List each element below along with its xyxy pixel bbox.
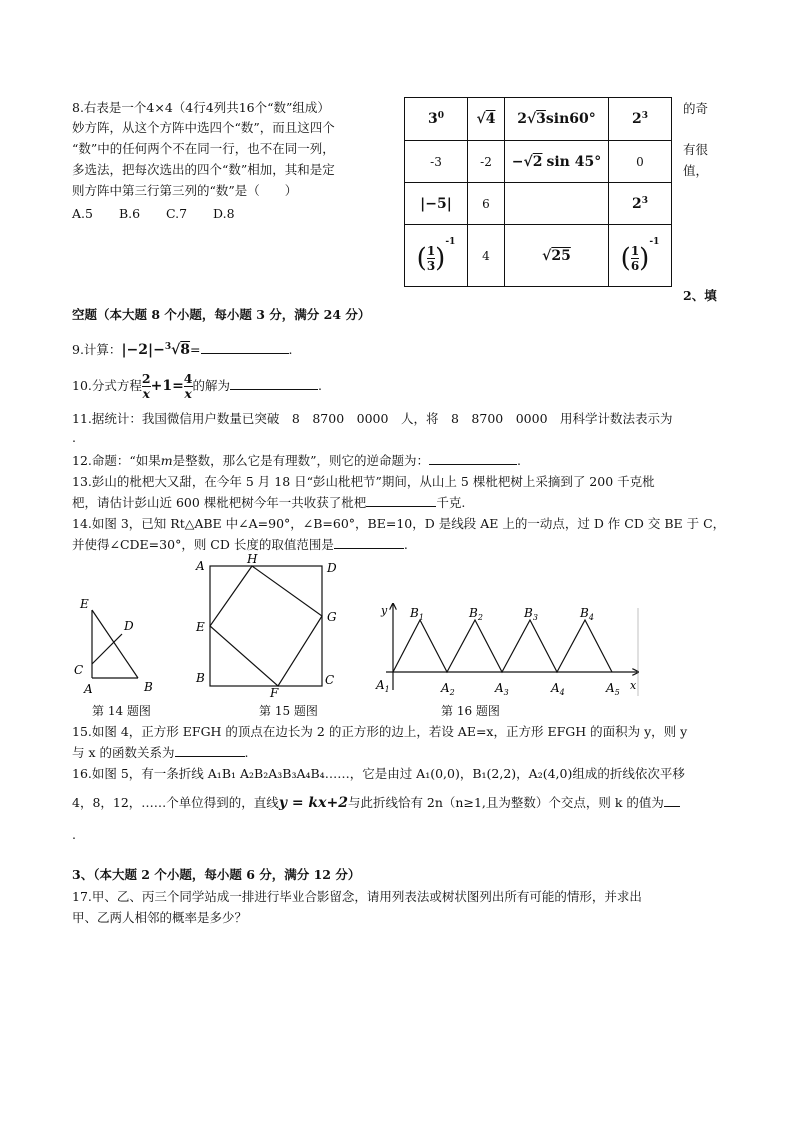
fig15-caption: 第 15 题图 — [259, 704, 318, 718]
cell-r3c2: 6 — [468, 183, 505, 225]
q8-side-2: 有很 — [683, 142, 709, 157]
q9-answer-blank[interactable] — [201, 341, 289, 354]
cell-r3c4: $2^3$ — [609, 183, 672, 225]
fig14-label-b: B — [144, 680, 153, 694]
cell-r2c4: 0 — [609, 141, 672, 183]
fig15-label-e: E — [196, 620, 205, 634]
q14-answer-blank[interactable] — [334, 536, 404, 549]
cell-r1c1: $3^0$ — [405, 98, 468, 141]
fig14-caption: 第 14 题图 — [92, 704, 151, 718]
q13-line2: 杷，请估计彭山近 600 棵枇杷树今年一共收获了枇杷 千克. — [72, 495, 466, 510]
q13-answer-blank[interactable] — [366, 494, 436, 507]
q8-line: 则方阵中第三行第三列的“数”是（ ） — [72, 183, 298, 198]
q8-line: 妙方阵，从这个方阵中选四个“数”，而且这四个 — [72, 120, 335, 135]
fig15-outer-square — [210, 566, 322, 686]
fig16-axis-x: x — [630, 679, 637, 692]
cell-r1c3: 2√3sin60° — [505, 98, 609, 141]
cell-r2c3: −√2 sin 45° — [505, 141, 609, 183]
q16-line2: 4，8，12，……个单位得到的，直线y = kx+2与此折线恰有 2n（n≥1,且为整数）个交点，则 k 的值为 — [72, 794, 680, 812]
fig16-zigzag — [393, 620, 612, 672]
section2-title-a: 2、填 — [683, 288, 717, 303]
cell-r4c1: ( $\frac{1}{3}$ )$^{-1}$ — [405, 225, 468, 287]
q8-options — [72, 205, 235, 223]
q16-answer-blank[interactable] — [664, 794, 680, 807]
cell-r2c2: -2 — [468, 141, 505, 183]
q16-line1: 16.如图 5，有一条折线 A₁B₁ A₂B₂A₃B₃A₄B₄……，它是由过 A₁(0,0)，B₁(2,2)，A₂(4,0)组成的折线依次平移 — [72, 766, 685, 781]
fig14-segment-cd — [92, 634, 122, 664]
option-d[interactable]: D.8 — [213, 206, 235, 221]
figure-14 — [70, 592, 160, 700]
fig16-label-b1: $B_1$ — [410, 606, 424, 622]
fig15-label-a: A — [196, 559, 205, 573]
section2-title-b: 空题（本大题 8 个小题，每小题 3 分，满分 24 分） — [72, 307, 371, 322]
fig14-label-c: C — [74, 663, 84, 677]
q15-answer-blank[interactable] — [175, 744, 245, 757]
fig15-label-h: H — [247, 554, 258, 566]
q10-answer-blank[interactable] — [230, 377, 318, 390]
q14-line2: 并使得∠CDE=30°，则 CD 长度的取值范围是 . — [72, 537, 408, 552]
fig15-label-c: C — [325, 673, 335, 687]
fig15-label-d: D — [327, 561, 337, 575]
section3-title: 3、（本大题 2 个小题，每小题 6 分，满分 12 分） — [72, 867, 361, 882]
fig14-label-d: D — [124, 619, 134, 633]
q17-line2: 甲、乙两人相邻的概率是多少？ — [72, 910, 248, 925]
fig14-label-a: A — [84, 682, 93, 696]
cell-r4c4: ( $\frac{1}{6}$ )$^{-1}$ — [609, 225, 672, 287]
q12: 12.命题：“如果m是整数，那么它是有理数”，则它的逆命题为： . — [72, 453, 522, 468]
q11-line1: 11.据统计：我国微信用户数量已突破 8 8700 0000 人，将 8 8700 0000 用科学计数法表示为 — [72, 411, 673, 426]
fig14-label-e: E — [80, 597, 89, 611]
cell-r1c4: $2^3$ — [609, 98, 672, 141]
q16-line3: . — [72, 827, 76, 842]
fig16-label-a5: $A_5$ — [606, 681, 620, 697]
fig15-label-b: B — [196, 671, 205, 685]
option-c[interactable]: C.7 — [166, 206, 188, 221]
cell-r4c2: 4 — [468, 225, 505, 287]
cell-r4c3: √25 — [505, 225, 609, 287]
fig16-axis-y: y — [381, 604, 388, 617]
fig16-label-b3: $B_3$ — [524, 606, 538, 622]
q8-side-1: 的奇 — [683, 101, 709, 116]
cell-r1c2: √4 — [468, 98, 505, 141]
q17-line1: 17.甲、乙、丙三个同学站成一排进行毕业合影留念，请用列表法或树状图列出所有可能的情形，并求出 — [72, 889, 642, 904]
cell-r3c3 — [505, 183, 609, 225]
q15-line2: 与 x 的函数关系为 . — [72, 745, 249, 760]
q15-line1: 15.如图 4，正方形 EFGH 的顶点在边长为 2 的正方形的边上，若设 AE=x，正方形 EFGH 的面积为 y，则 y — [72, 724, 688, 739]
fig15-label-g: G — [327, 610, 337, 624]
q13-line1: 13.彭山的枇杷大又甜，在今年 5 月 18 日“彭山枇杷节”期间，从山上 5 棵枇杷树上采摘到了 200 千克枇 — [72, 474, 655, 489]
fig16-label-a1: $A_1$ — [376, 678, 390, 694]
magic-square-table — [404, 97, 672, 287]
option-b[interactable]: B.6 — [118, 206, 141, 221]
q11-line2: . — [72, 430, 76, 445]
fig15-inner-square — [210, 566, 322, 686]
fig16-label-a2: $A_2$ — [441, 681, 455, 697]
figure-16 — [374, 600, 646, 698]
fig16-label-b2: $B_2$ — [469, 606, 483, 622]
q9: 9.计算：|−2|−$^3$√8= . — [72, 342, 293, 359]
fig16-label-b4: $B_4$ — [580, 606, 594, 622]
q8-side-3: 值， — [683, 163, 709, 178]
fig16-caption: 第 16 题图 — [441, 704, 500, 718]
option-a[interactable]: A.5 — [72, 206, 93, 221]
fig16-label-a3: $A_3$ — [495, 681, 509, 697]
fig15-label-f: F — [270, 686, 279, 700]
q12-answer-blank[interactable] — [429, 452, 517, 465]
q10: 10.分式方程 $\frac{2}{x}$ +1= $\frac{4}{x}$ 的解为 . — [72, 371, 322, 401]
fig16-label-a4: $A_4$ — [551, 681, 565, 697]
cell-r2c1: -3 — [405, 141, 468, 183]
q8-line: “数”中的任何两个不在同一行，也不在同一列， — [72, 141, 335, 156]
q8-line: 8.右表是一个4×4（4行4列共16个“数”组成） — [72, 100, 330, 115]
figure-15 — [192, 554, 344, 700]
q14-line1: 14.如图 3，已知 Rt△ABE 中∠A=90°，∠B=60°，BE=10，D 是线段 AE 上的一动点，过 D 作 CD 交 BE 于 C， — [72, 516, 726, 531]
cell-r3c1: |−5| — [405, 183, 468, 225]
q8-line: 多选法，把每次选出的四个“数”相加，其和是定 — [72, 162, 335, 177]
